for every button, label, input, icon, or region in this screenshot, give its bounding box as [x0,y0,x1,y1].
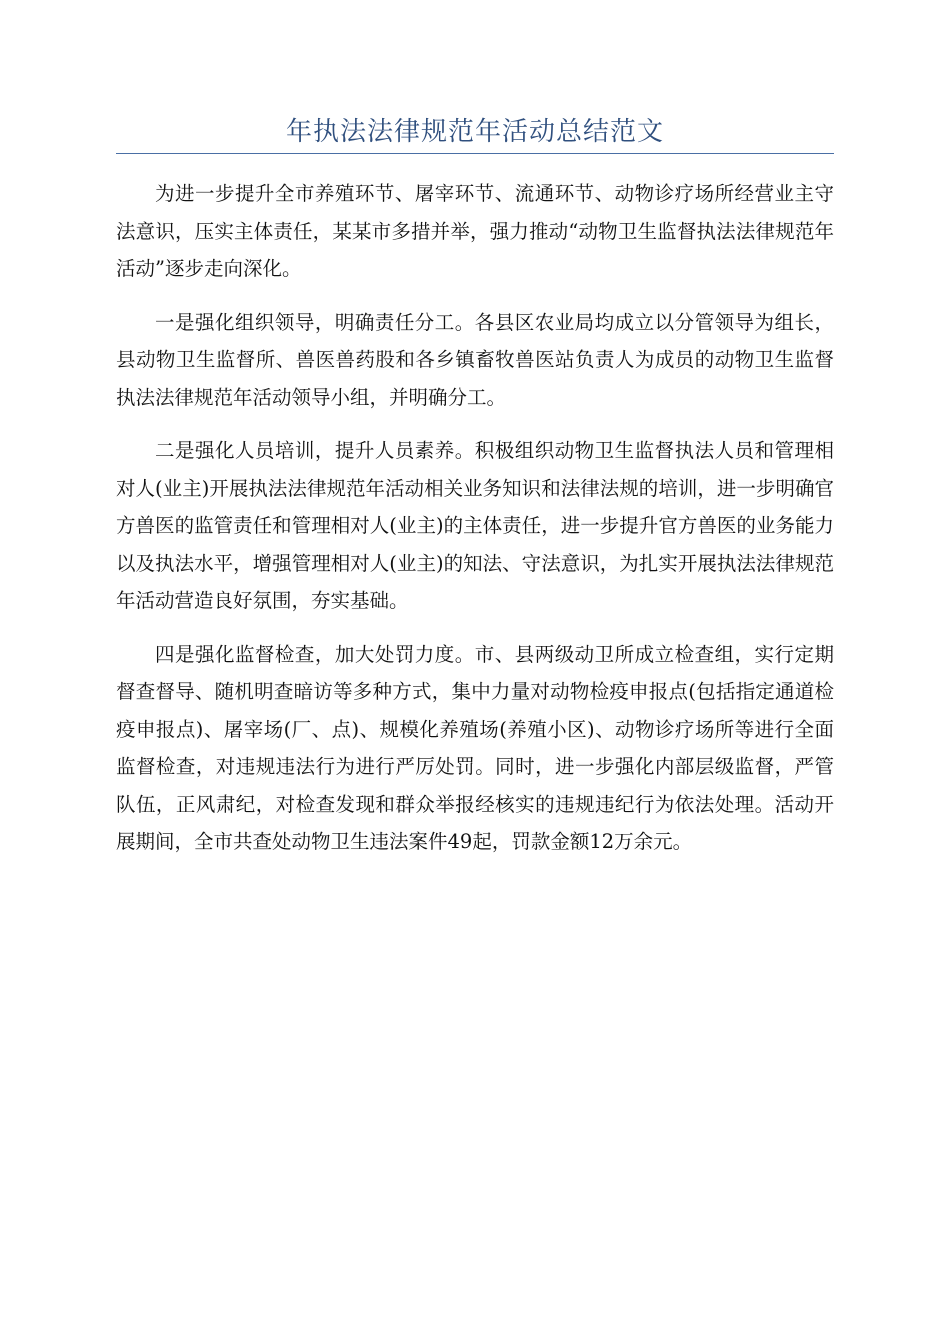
paragraph-intro: 为进一步提升全市养殖环节、屠宰环节、流通环节、动物诊疗场所经营业主守法意识，压实主体责任，某某市多措并举，强力推动“动物卫生监督执法法律规范年活动”逐步走向深化。 [116,182,834,280]
paragraph-training: 二是强化人员培训，提升人员素养。积极组织动物卫生监督执法人员和管理相对人(业主)开展执法法律规范年活动相关业务知识和法律法规的培训，进一步明确官方兽医的监管责任和管理相对人(业主)的主体责任，进一步提升官方兽医的业务能力以及执法水平，增强管理相对人(业主)的知法、守法意识，为扎实开展执法法律规范年活动营造良好氛围，夯实基础。 [116,439,834,612]
paragraph-organization: 一是强化组织领导，明确责任分工。各县区农业局均成立以分管领导为组长，县动物卫生监督所、兽医兽药股和各乡镇畜牧兽医站负责人为成员的动物卫生监督执法法律规范年活动领导小组，并明确分工。 [116,310,834,409]
document-body [116,175,834,877]
paragraph-inspection: 四是强化监督检查，加大处罚力度。市、县两级动卫所成立检查组，实行定期督查督导、随机明查暗访等多种方式，集中力量对动物检疫申报点(包括指定通道检疫申报点)、屠宰场(厂、点)、规模化养殖场(养殖小区)、动物诊疗场所等进行全面监督检查，对违规违法行为进行严厉处罚。同时，进一步强化内部层级监督，严管队伍，正风肃纪，对检查发现和群众举报经核实的违规违纪行为依法处理。活动开展期间，全市共查处动物卫生违法案件49起，罚款金额12万余元。 [116,642,834,853]
title-underline [116,153,834,154]
document-title: 年执法法律规范年活动总结范文 [285,117,664,147]
